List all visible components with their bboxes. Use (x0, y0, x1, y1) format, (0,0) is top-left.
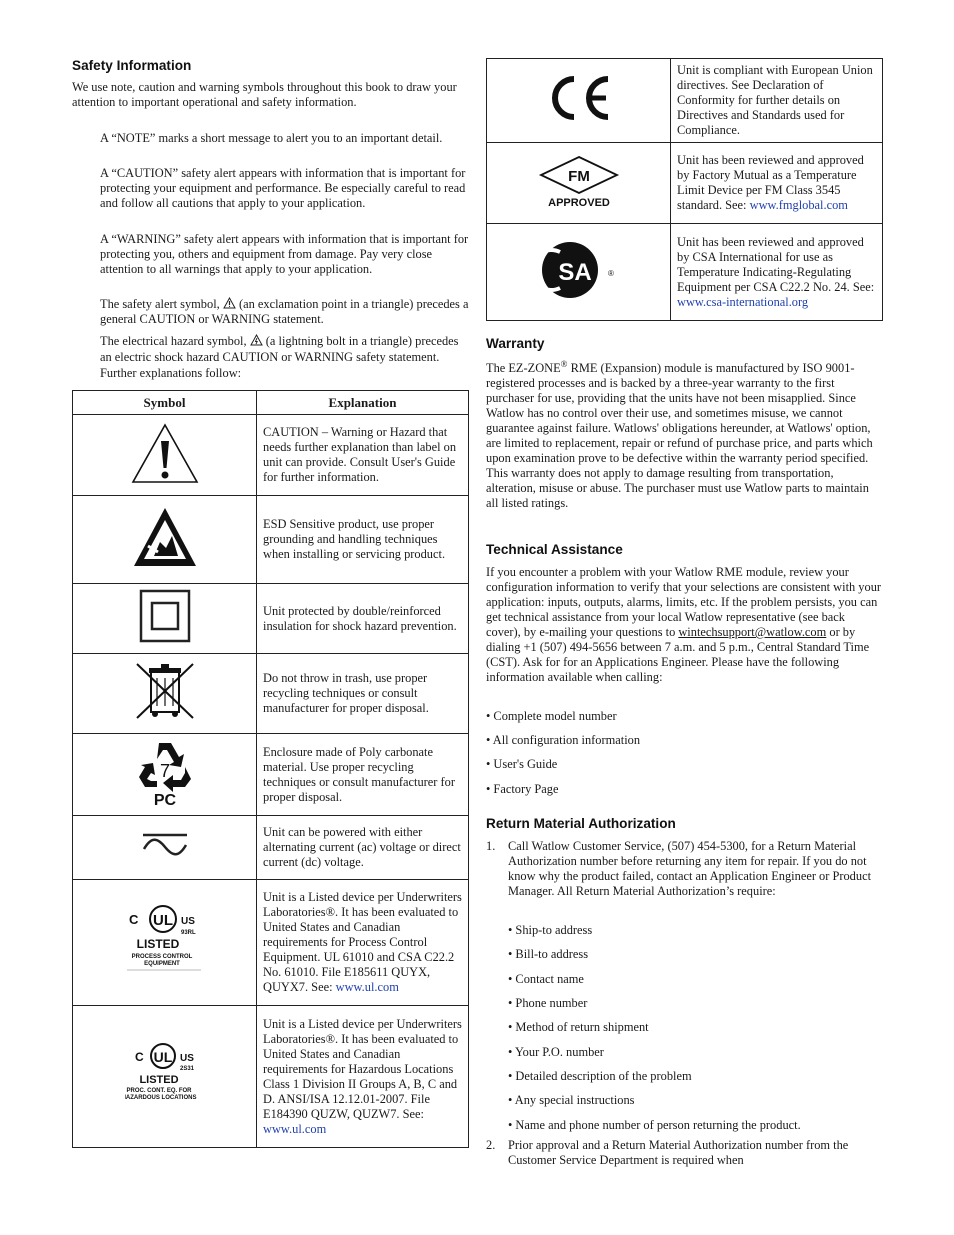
support-email-link[interactable]: wintechsupport@watlow.com (678, 625, 827, 639)
csa-label: SA (557, 258, 592, 286)
warning-triangle-icon (223, 297, 236, 309)
symbol-cell (73, 654, 257, 734)
list-item: • Phone number (508, 996, 588, 1010)
table-row (487, 143, 883, 224)
ul-mark: UL (153, 1049, 172, 1065)
table-row (73, 880, 469, 1006)
alert-text-a: The safety alert symbol, (100, 297, 220, 311)
explanation-cell: CAUTION – Warning or Hazard that needs further explanation than label on unit can provide. Consult User's Guide for further information. (257, 415, 469, 496)
tech-assistance-heading: Technical Assistance (486, 542, 623, 557)
list-item: • All configuration information (486, 733, 641, 747)
symbol-table (72, 390, 469, 1148)
ul-code: 2S31 (179, 1066, 194, 1072)
listed-label: LISTED (136, 937, 179, 951)
table-row (73, 584, 469, 654)
list-item: • Factory Page (486, 782, 559, 796)
caution-triangle-icon (130, 421, 200, 485)
ul-us-mark: US (179, 1053, 194, 1064)
list-item: • Any special instructions (508, 1093, 635, 1107)
ul-c-mark: C (128, 912, 138, 927)
ul-c-mark: C (134, 1050, 144, 1064)
table-row (73, 496, 469, 584)
list-item: • Ship-to address (508, 923, 593, 937)
list-item: • Your P.O. number (508, 1045, 604, 1059)
explanation-text: Unit is a Listed device per Underwriters Laboratories®. It has been evaluated to United States and Canadian requirements for Process Control Equipment. UL 61010 and CSA C22.2 No. 61010. File E185611 QUYX, QUYX7. See: (263, 890, 462, 994)
ac-dc-icon (141, 831, 189, 859)
safety-heading: Safety Information (72, 58, 192, 73)
electrical-hazard-icon (250, 334, 263, 346)
explanation-text: Unit has been reviewed and approved by CSA International for use as Temperature Indicating-Regulating Equipment per CSA C22.2 No. 24. See: (677, 234, 875, 294)
tech-text-a: If you encounter a problem with your Watlow RME module, review your configuration information to verify that your selections are consistent with your application: inputs, outputs, alarms, limits, etc. If the problem persists, you can get technical assistance from your local Watlow representative (see back cover), by e-mailing your questions to (486, 565, 882, 639)
caution-paragraph: A “CAUTION” safety alert appears with information that is important for protecting your equipment and performance. Be especially careful to read and follow all cautions that apply to your application. (100, 166, 466, 210)
table-row (73, 734, 469, 816)
listed-label: LISTED (138, 1074, 179, 1086)
symbol-cell (73, 584, 257, 654)
safety-intro: We use note, caution and warning symbols throughout this book to draw your attention to important operational and safety information. (72, 80, 457, 109)
list-item: • Contact name (508, 972, 584, 986)
registered-mark: ® (560, 359, 568, 369)
explanation-cell: Do not throw in trash, use proper recycling techniques or consult manufacturer for proper disposal. (257, 654, 469, 734)
fm-label: FM (567, 167, 590, 185)
ul-link[interactable]: www.ul.com (335, 980, 399, 994)
ul-link[interactable]: www.ul.com (263, 1121, 327, 1136)
hazard-text-a: The electrical hazard symbol, (100, 334, 247, 348)
explanation-text: Unit has been reviewed and approved by Factory Mutual as a Temperature Limit Device per FM Class 3545 standard. See: (677, 153, 864, 212)
note-paragraph: A “NOTE” marks a short message to alert you to an important detail. (100, 131, 443, 145)
explanation-text: Unit is a Listed device per Underwriters Laboratories®. It has been evaluated to United States and Canadian requirements for Hazardous Locations Class 1 Division II Groups A, B, C and D. ANSI/ISA 12.12.01-2007. File E184390 QUZW, QUZW7. See: (263, 1016, 462, 1121)
alert-symbol-paragraph (100, 297, 470, 327)
explanation-cell: ESD Sensitive product, use proper grounding and handling techniques when installing or servicing product. (257, 496, 469, 584)
warning-paragraph: A “WARNING” safety alert appears with information that is important for protecting you, others and equipment from damage. Pay very close attention to all warnings that apply to your application. (100, 232, 469, 276)
warranty-text (486, 357, 882, 511)
symbol-cell (73, 1006, 257, 1148)
hazard-symbol-paragraph (100, 333, 470, 381)
ul-sub-b: EQUIPMENT (143, 961, 180, 967)
ul-listed-pce-icon (125, 904, 205, 976)
list-item: • Detailed description of the problem (508, 1069, 692, 1083)
explanation-cell (257, 880, 469, 1006)
list-item: • User's Guide (486, 757, 558, 771)
table-row (73, 654, 469, 734)
symbol-column-header: Symbol (73, 391, 257, 415)
weee-bin-icon (133, 662, 197, 720)
ul-sub-a: PROCESS CONTROL (131, 954, 192, 960)
rma-item-1: Call Watlow Customer Service, (507) 454-5300, for a Return Material Authorization number before returning any item for repair. If you do not know why the product failed, contact an Application Engineer or Product Manager. All Return Material Authorization’s require: (508, 839, 872, 898)
tech-text-b: or by dialing +1 (507) 494-5656 between 7 a.m. and 5 p.m., Central Standard Time (CST). Ask for for an Applications Engineer. Please have the following information available when calling: (486, 625, 870, 684)
list-number: 1. (486, 839, 496, 853)
list-item: • Method of return shipment (508, 1020, 649, 1034)
explanation-cell (671, 143, 883, 224)
symbol-cell (73, 734, 257, 816)
symbol-cell (73, 880, 257, 1006)
symbol-table-header (73, 391, 469, 415)
explanation-cell: Unit protected by double/reinforced insulation for shock hazard prevention. (257, 584, 469, 654)
esd-icon (132, 506, 198, 568)
table-row (487, 224, 883, 321)
rma-heading: Return Material Authorization (486, 816, 676, 831)
warranty-text-a: The EZ-ZONE (486, 361, 561, 376)
list-number: 2. (486, 1138, 496, 1152)
csa-link[interactable]: www.csa-international.org (677, 294, 809, 309)
alert-text-b: (an exclamation point in a triangle) precedes a general CAUTION or WARNING statement. (100, 297, 469, 326)
symbol-cell (487, 59, 671, 143)
list-item: • Name and phone number of person returning the product. (508, 1118, 801, 1132)
fm-approved-icon (537, 155, 621, 207)
table-row (73, 1006, 469, 1148)
symbol-cell (73, 816, 257, 880)
fm-link[interactable]: www.fmglobal.com (749, 198, 848, 212)
ul-us-mark: US (180, 916, 195, 927)
rma-item-2: Prior approval and a Return Material Authorization number from the Customer Service Department is required when (508, 1138, 849, 1167)
certification-table (486, 58, 883, 321)
pc-label: PC (153, 792, 176, 807)
explanation-column-header: Explanation (257, 391, 469, 415)
approved-label: APPROVED (547, 196, 610, 207)
symbol-cell (487, 143, 671, 224)
table-row (487, 59, 883, 143)
explanation-cell: Unit is compliant with European Union directives. See Declaration of Conformity for further details on Directives and Standards used for Compliance. (671, 59, 883, 143)
ul-sub-b: HAZARDOUS LOCATIONS (124, 1095, 196, 1101)
recycle-code: 7 (159, 761, 170, 781)
warranty-text-b: RME (Expansion) module is manufactured by ISO 9001-registered processes and is backed by a three-year warranty to the first purchaser for use, providing that the units have not been misapplied. Since Watlow has no control over their use, and sometimes misuse, we cannot guarantee against failure. Watlows' obligations hereunder, at Watlows' option, are limited to replacement, repair or refund of purchase price, and parts which upon examination prove to be defective within the warranty period specified. This warranty does not apply to damage resulting from transportation, alteration, misuse or abuse. The purchaser must use Watlow parts to maintain all listed ratings. (486, 361, 873, 511)
hazard-text-b: (a lightning bolt in a triangle) precedes an electric shock hazard CAUTION or WARNING safety statement. Further explanations follow: (100, 334, 459, 380)
list-item: • Complete model number (486, 709, 617, 723)
warranty-heading: Warranty (486, 336, 545, 351)
recycle-pc-icon (135, 737, 195, 807)
ul-code: 93RL (180, 930, 196, 936)
tech-assistance-text (486, 565, 882, 685)
ul-sub-a: PROC. CONT. EQ. FOR (125, 1088, 192, 1094)
explanation-cell (257, 1006, 469, 1148)
registered-mark: ® (607, 268, 614, 278)
explanation-cell: Enclosure made of Poly carbonate material. Use proper recycling techniques or consult manufacturer for proper disposal. (257, 734, 469, 816)
double-insulation-icon (139, 589, 191, 643)
symbol-cell (487, 224, 671, 321)
csa-icon (538, 238, 620, 302)
explanation-cell: Unit can be powered with either alternating current (ac) voltage or direct current (dc) voltage. (257, 816, 469, 880)
table-row (73, 816, 469, 880)
ce-mark-icon (544, 73, 614, 123)
table-row (73, 415, 469, 496)
explanation-cell (671, 224, 883, 321)
list-item: • Bill-to address (508, 947, 589, 961)
ul-mark: UL (152, 912, 173, 929)
symbol-cell (73, 415, 257, 496)
ul-listed-hazloc-icon (125, 1041, 205, 1107)
symbol-cell (73, 496, 257, 584)
